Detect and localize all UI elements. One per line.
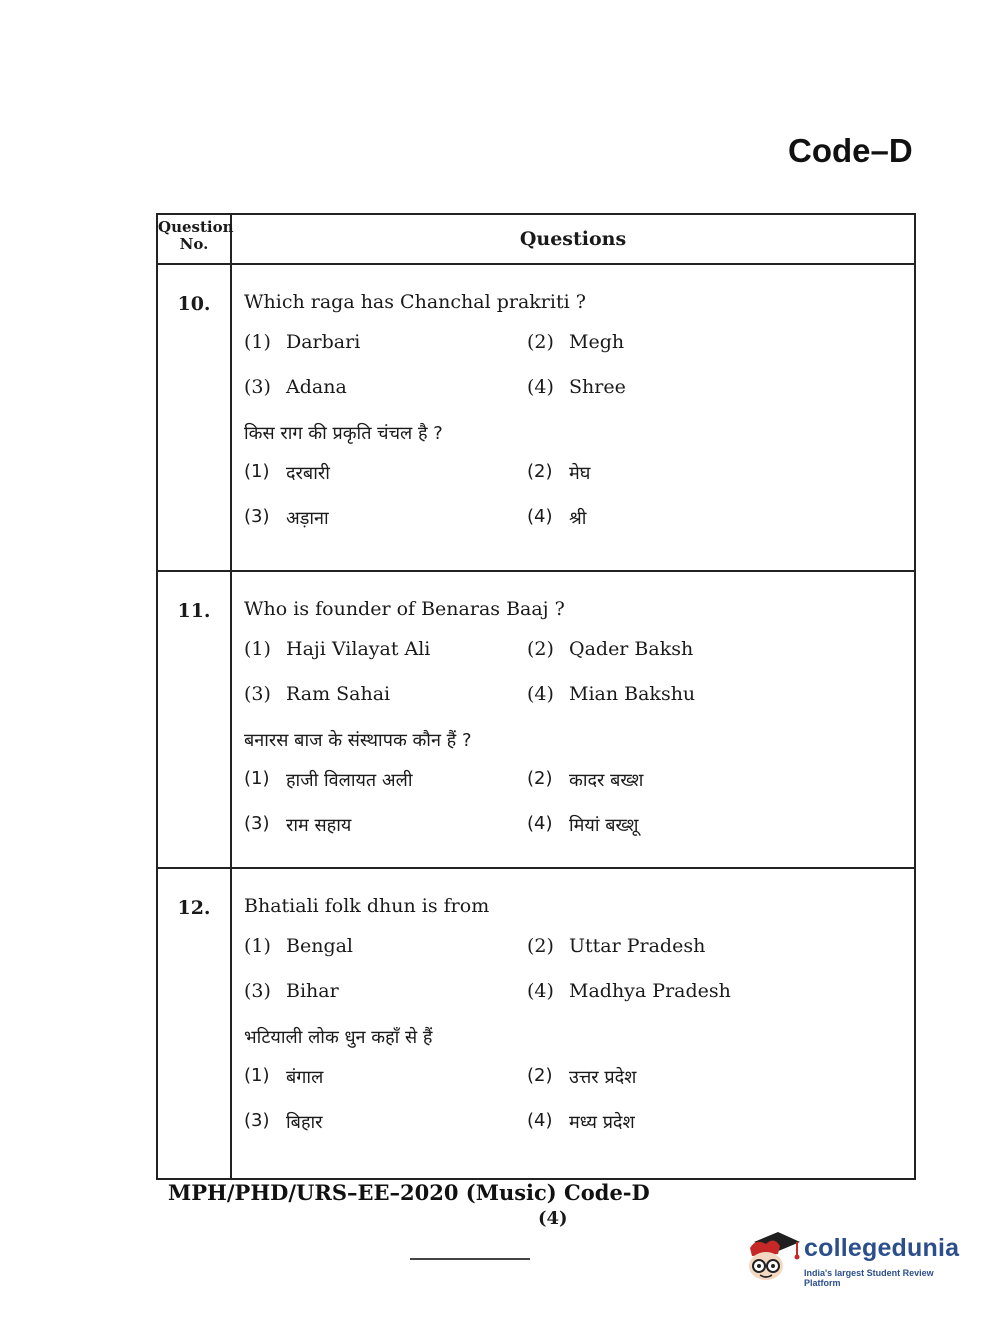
option-text: Uttar Pradesh <box>569 935 706 957</box>
option-text: Bengal <box>286 935 354 957</box>
question-text-hindi: भटियाली लोक धुन कहाँ से हैं <box>244 1027 433 1048</box>
option <box>527 768 643 813</box>
option <box>244 813 527 858</box>
option-text: मध्य प्रदेश <box>569 1112 635 1133</box>
option-number: (2) <box>527 935 554 957</box>
question-text-english: Which raga has Chanchal prakriti ? <box>244 291 586 313</box>
student-mascot-icon <box>744 1228 800 1284</box>
page-number: (4) <box>538 1208 568 1229</box>
question-text-english: Who is founder of Benaras Baaj ? <box>244 598 565 620</box>
option <box>244 376 527 421</box>
option <box>527 813 639 858</box>
question-number: 12. <box>157 868 231 1179</box>
options-row <box>244 331 914 376</box>
options-row <box>244 813 914 858</box>
option <box>244 461 527 506</box>
option <box>527 461 590 506</box>
collegedunia-logo <box>744 1228 969 1288</box>
option-number: (4) <box>527 980 554 1002</box>
option-number: (4) <box>527 813 553 834</box>
questions-table <box>156 213 916 1180</box>
option-text: मियां बख्शू <box>569 815 639 836</box>
option-number: (3) <box>244 1110 270 1131</box>
question-body <box>231 868 915 1179</box>
option <box>244 506 527 551</box>
option-text: Bihar <box>286 980 339 1002</box>
option <box>244 768 527 813</box>
options-row <box>244 376 914 421</box>
question-no-header: Question No. <box>157 214 231 264</box>
question-row <box>157 264 915 571</box>
options-row <box>244 638 914 683</box>
option-number: (2) <box>527 768 553 789</box>
option-text: मेघ <box>569 463 591 484</box>
option <box>244 683 527 728</box>
option-number: (2) <box>527 1065 553 1086</box>
option-number: (1) <box>244 768 270 789</box>
exam-footer: MPH/PHD/URS–EE–2020 (Music) Code-D <box>168 1180 650 1205</box>
paper-code: Code–D <box>788 132 913 169</box>
option <box>527 980 731 1025</box>
question-body <box>231 571 915 868</box>
option-text: अड़ाना <box>286 508 329 529</box>
question-number: 11. <box>157 571 231 868</box>
question-row <box>157 571 915 868</box>
option-text: Megh <box>569 331 625 353</box>
option <box>244 331 527 376</box>
logo-wordmark: collegedunia <box>804 1234 960 1262</box>
option-text: दरबारी <box>286 463 330 484</box>
option <box>527 1110 635 1155</box>
option-text: हाजी विलायत अली <box>286 770 413 791</box>
option-text: Darbari <box>286 331 361 353</box>
option <box>527 935 705 980</box>
option-text: श्री <box>569 508 587 529</box>
options-row <box>244 1110 914 1155</box>
option-number: (2) <box>527 461 553 482</box>
option-number: (1) <box>244 638 271 660</box>
logo-tagline: India's largest Student Review Platform <box>804 1268 934 1288</box>
option <box>244 980 527 1025</box>
question-text-hindi: बनारस बाज के संस्थापक कौन हैं ? <box>244 730 472 751</box>
option-text: बंगाल <box>286 1067 324 1088</box>
option <box>244 1110 527 1155</box>
option <box>527 331 624 376</box>
option <box>527 638 693 683</box>
options-row <box>244 1065 914 1110</box>
question-body <box>231 264 915 571</box>
question-text-hindi: किस राग की प्रकृति चंचल है ? <box>244 423 443 444</box>
option <box>244 638 527 683</box>
option-number: (1) <box>244 1065 270 1086</box>
option-text: Haji Vilayat Ali <box>286 638 431 660</box>
option <box>527 683 695 728</box>
option-number: (2) <box>527 331 554 353</box>
option-text: Madhya Pradesh <box>569 980 731 1002</box>
option-text: कादर बख्श <box>569 770 644 791</box>
divider <box>410 1258 530 1260</box>
option-text: Shree <box>569 376 626 398</box>
option-number: (4) <box>527 506 553 527</box>
option-number: (1) <box>244 331 271 353</box>
option-number: (1) <box>244 461 270 482</box>
question-text-english: Bhatiali folk dhun is from <box>244 895 490 917</box>
option-text: राम सहाय <box>286 815 352 836</box>
option-number: (3) <box>244 813 270 834</box>
questions-header: Questions <box>231 214 915 264</box>
options-row <box>244 461 914 506</box>
options-row <box>244 768 914 813</box>
option-number: (1) <box>244 935 271 957</box>
option-number: (4) <box>527 376 554 398</box>
question-row <box>157 868 915 1179</box>
options-row <box>244 683 914 728</box>
option-number: (3) <box>244 506 270 527</box>
options-row <box>244 506 914 551</box>
question-number: 10. <box>157 264 231 571</box>
option-text: Ram Sahai <box>286 683 391 705</box>
option-number: (4) <box>527 683 554 705</box>
options-row <box>244 935 914 980</box>
option-number: (2) <box>527 638 554 660</box>
option <box>527 506 586 551</box>
option <box>244 935 527 980</box>
option-text: Adana <box>286 376 347 398</box>
option-text: Qader Baksh <box>569 638 694 660</box>
table-header-row <box>157 214 915 264</box>
option-number: (3) <box>244 980 271 1002</box>
option-text: बिहार <box>286 1112 323 1133</box>
option-number: (3) <box>244 683 271 705</box>
option <box>527 1065 636 1110</box>
option-number: (4) <box>527 1110 553 1131</box>
options-row <box>244 980 914 1025</box>
option <box>244 1065 527 1110</box>
option-number: (3) <box>244 376 271 398</box>
option <box>527 376 626 421</box>
option-text: Mian Bakshu <box>569 683 696 705</box>
option-text: उत्तर प्रदेश <box>569 1067 637 1088</box>
